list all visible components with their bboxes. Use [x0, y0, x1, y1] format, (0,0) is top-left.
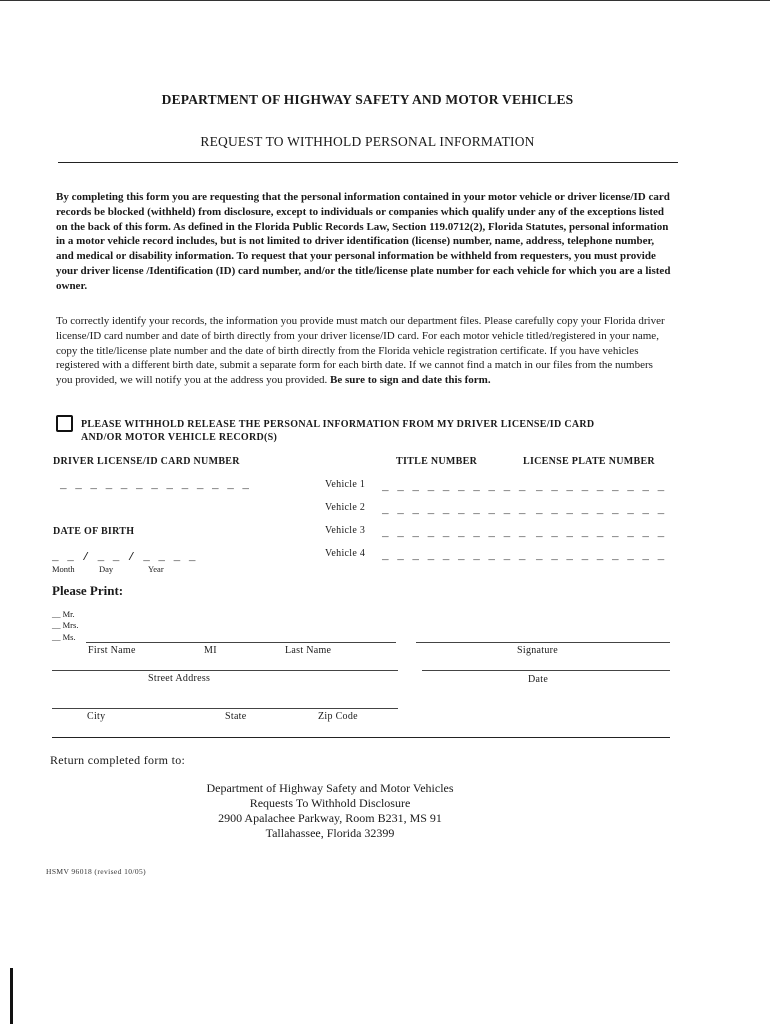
first-name-label: First Name: [88, 645, 136, 656]
vehicle-3-title-input[interactable]: _ _ _ _ _ _ _ _ _ _: [382, 528, 527, 540]
last-name-label: Last Name: [285, 645, 332, 656]
state-label: State: [225, 711, 247, 722]
title-mr-option[interactable]: __ Mr.: [52, 609, 75, 619]
dob-year-label: Year: [148, 564, 164, 574]
dl-number-label: DRIVER LICENSE/ID CARD NUMBER: [53, 456, 240, 467]
return-address-line-3: 2900 Apalachee Parkway, Room B231, MS 91: [218, 811, 442, 825]
city-state-zip-input-line[interactable]: [52, 708, 398, 709]
vehicle-4-title-input[interactable]: _ _ _ _ _ _ _ _ _ _: [382, 551, 527, 563]
city-label: City: [87, 711, 106, 722]
title-ms-option[interactable]: __ Ms.: [52, 632, 76, 642]
street-address-label: Street Address: [148, 673, 211, 684]
title-mr-label: Mr.: [62, 609, 75, 619]
title-number-label: TITLE NUMBER: [396, 456, 478, 467]
vehicle-4-label: Vehicle 4: [325, 548, 366, 559]
title-ms-label: Ms.: [62, 632, 76, 642]
return-address-line-1: Department of Highway Safety and Motor Vehicles: [206, 781, 454, 795]
checkbox-label-line2: AND/OR MOTOR VEHICLE RECORD(S): [81, 432, 278, 443]
instructions-text: To correctly identify your records, the information you provide must match our department files. Please carefully copy your Florida driver license/ID card number and date of birth directly from your driver license/ID card. For each motor vehicle titled/registered in your name, copy the title/license plate number and the date of birth directly from the Florida vehicle registration certificate. If you have vehicles registered with a different birth date, submit a separate form for each birth date. If we cannot find a match in our files from the numbers you provided, we will notify you at the address you provided.: [56, 315, 665, 387]
vehicle-1-label: Vehicle 1: [325, 479, 366, 490]
dob-day-label: Day: [99, 564, 114, 574]
department-heading: DEPARTMENT OF HIGHWAY SAFETY AND MOTOR VEHICLES: [161, 92, 574, 107]
dob-label: DATE OF BIRTH: [53, 526, 135, 537]
vehicle-2-title-input[interactable]: _ _ _ _ _ _ _ _ _ _: [382, 505, 527, 517]
withhold-checkbox[interactable]: [56, 415, 73, 432]
form-title: REQUEST TO WITHHOLD PERSONAL INFORMATION: [200, 134, 535, 149]
signature-input-line[interactable]: [416, 642, 670, 643]
return-label: Return completed form to:: [50, 753, 186, 767]
form-number: HSMV 96018 (revised 10/05): [46, 867, 147, 876]
vehicle-2-label: Vehicle 2: [325, 502, 366, 513]
dl-number-input[interactable]: _ _ _ _ _ _ _ _ _ _ _ _ _: [60, 480, 251, 492]
checkbox-label-line1: PLEASE WITHHOLD RELEASE THE PERSONAL INFORMATION FROM MY DRIVER LICENSE/ID CARD: [81, 419, 595, 430]
vehicle-1-plate-input[interactable]: _ _ _ _ _ _ _ _ _: [536, 482, 666, 494]
return-address-line-2: Requests To Withhold Disclosure: [249, 796, 411, 810]
mi-label: MI: [204, 645, 217, 656]
vehicle-4-plate-input[interactable]: _ _ _ _ _ _ _ _ _: [536, 551, 666, 563]
vehicle-1-title-input[interactable]: _ _ _ _ _ _ _ _ _ _: [382, 482, 527, 494]
vehicle-3-label: Vehicle 3: [325, 525, 366, 536]
intro-paragraph: By completing this form you are requesting that the personal information contained in your motor vehicle or driver license/ID card records be blocked (withheld) from disclosure, except to individuals or companies which qualify under any of the exceptions listed on the back of this form. As defined in the Florida Public Records Law, Section 119.0712(2), Florida Statutes, personal information in a motor vehicle record includes, but is not limited to driver identification (license) number, name, address, telephone number, and medical or disability information. To request that your personal information be withheld from requesters, you must provide your driver license /Identification (ID) card number, and/or the title/license plate number for each vehicle for which you are a listed owner.: [56, 191, 671, 292]
title-mrs-option[interactable]: __ Mrs.: [52, 620, 79, 630]
title-mrs-label: Mrs.: [62, 620, 79, 630]
section-divider: [52, 737, 670, 738]
vehicle-3-plate-input[interactable]: _ _ _ _ _ _ _ _ _: [536, 528, 666, 540]
signature-label: Signature: [517, 645, 559, 656]
instructions-emphasis: Be sure to sign and date this form.: [330, 374, 491, 387]
zip-code-label: Zip Code: [318, 711, 358, 722]
page-top-edge: [0, 0, 770, 1]
date-label: Date: [528, 674, 549, 685]
header-rule: [58, 162, 678, 163]
date-input-line[interactable]: [422, 670, 670, 671]
dob-month-label: Month: [52, 564, 75, 574]
return-address-line-4: Tallahassee, Florida 32399: [265, 826, 395, 840]
street-address-input-line[interactable]: [52, 670, 398, 671]
dob-input[interactable]: _ _ / _ _ / _ _ _ _: [52, 552, 197, 564]
please-print-heading: Please Print:: [52, 583, 124, 598]
name-input-line[interactable]: [86, 642, 396, 643]
scan-edge-mark: [10, 968, 13, 1024]
plate-number-label: LICENSE PLATE NUMBER: [523, 456, 655, 467]
vehicle-2-plate-input[interactable]: _ _ _ _ _ _ _ _ _: [536, 505, 666, 517]
instructions-paragraph: [56, 314, 672, 388]
